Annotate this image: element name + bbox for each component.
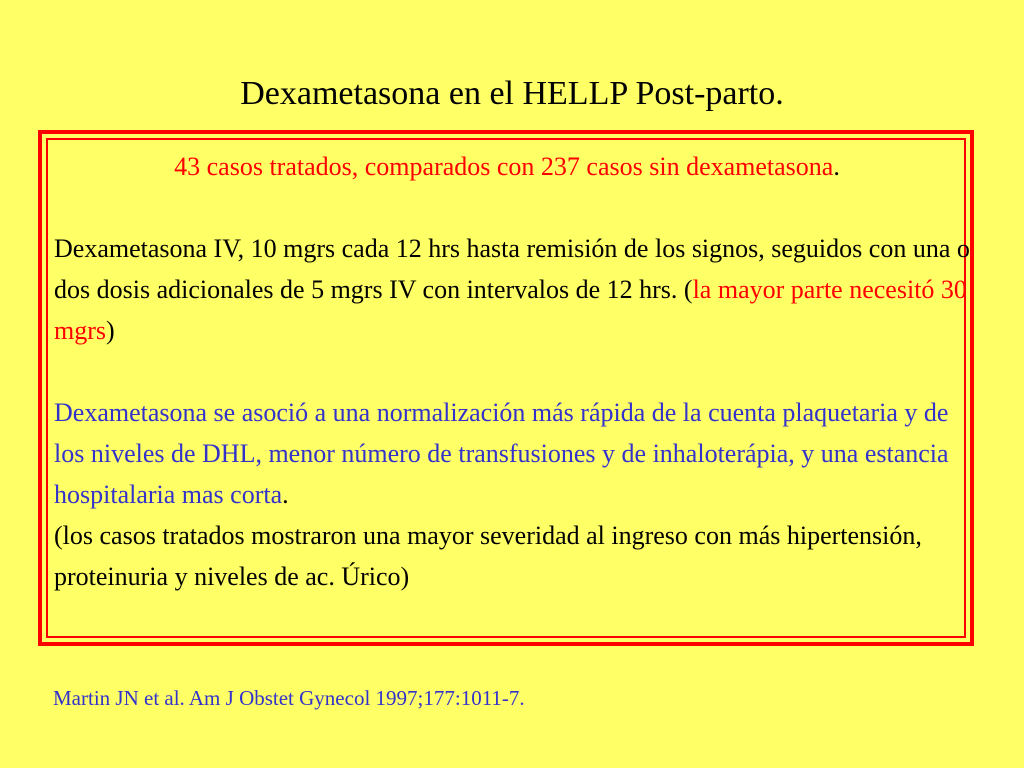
- dosage-paragraph: [54, 228, 974, 351]
- summary-period: .: [833, 152, 840, 181]
- cases-compared-text: 43 casos tratados, comparados con 237 casos sin dexametasona: [174, 152, 834, 181]
- summary-line: [54, 146, 974, 187]
- results-text: Dexametasona se asoció a una normalización más rápida de la cuenta plaquetaria y de los niveles de DHL, menor número de transfusiones y de inhaloterápia, y una estancia hospitalaria mas corta: [54, 398, 949, 509]
- spacer: [54, 351, 974, 392]
- results-paragraph: [54, 392, 974, 515]
- citation: Martin JN et al. Am J Obstet Gynecol 1997;177:1011-7.: [53, 686, 525, 710]
- severity-note: (los casos tratados mostraron una mayor severidad al ingreso con más hipertensión, proteinuria y niveles de ac. Úrico): [54, 521, 922, 591]
- slide-title: Dexametasona en el HELLP Post-parto.: [240, 75, 784, 112]
- dosage-close-paren: ): [106, 316, 115, 345]
- results-period: .: [282, 480, 289, 509]
- spacer: [54, 187, 974, 228]
- content-text: [54, 146, 974, 597]
- dosage-text: Dexametasona IV, 10 mgrs cada 12 hrs hasta remisión de los signos, seguidos con una o dos dosis adicionales de 5 mgrs IV con intervalos de 12 hrs. (: [54, 234, 970, 304]
- dosage-note: la mayor parte necesitó 30 mgrs: [54, 275, 967, 345]
